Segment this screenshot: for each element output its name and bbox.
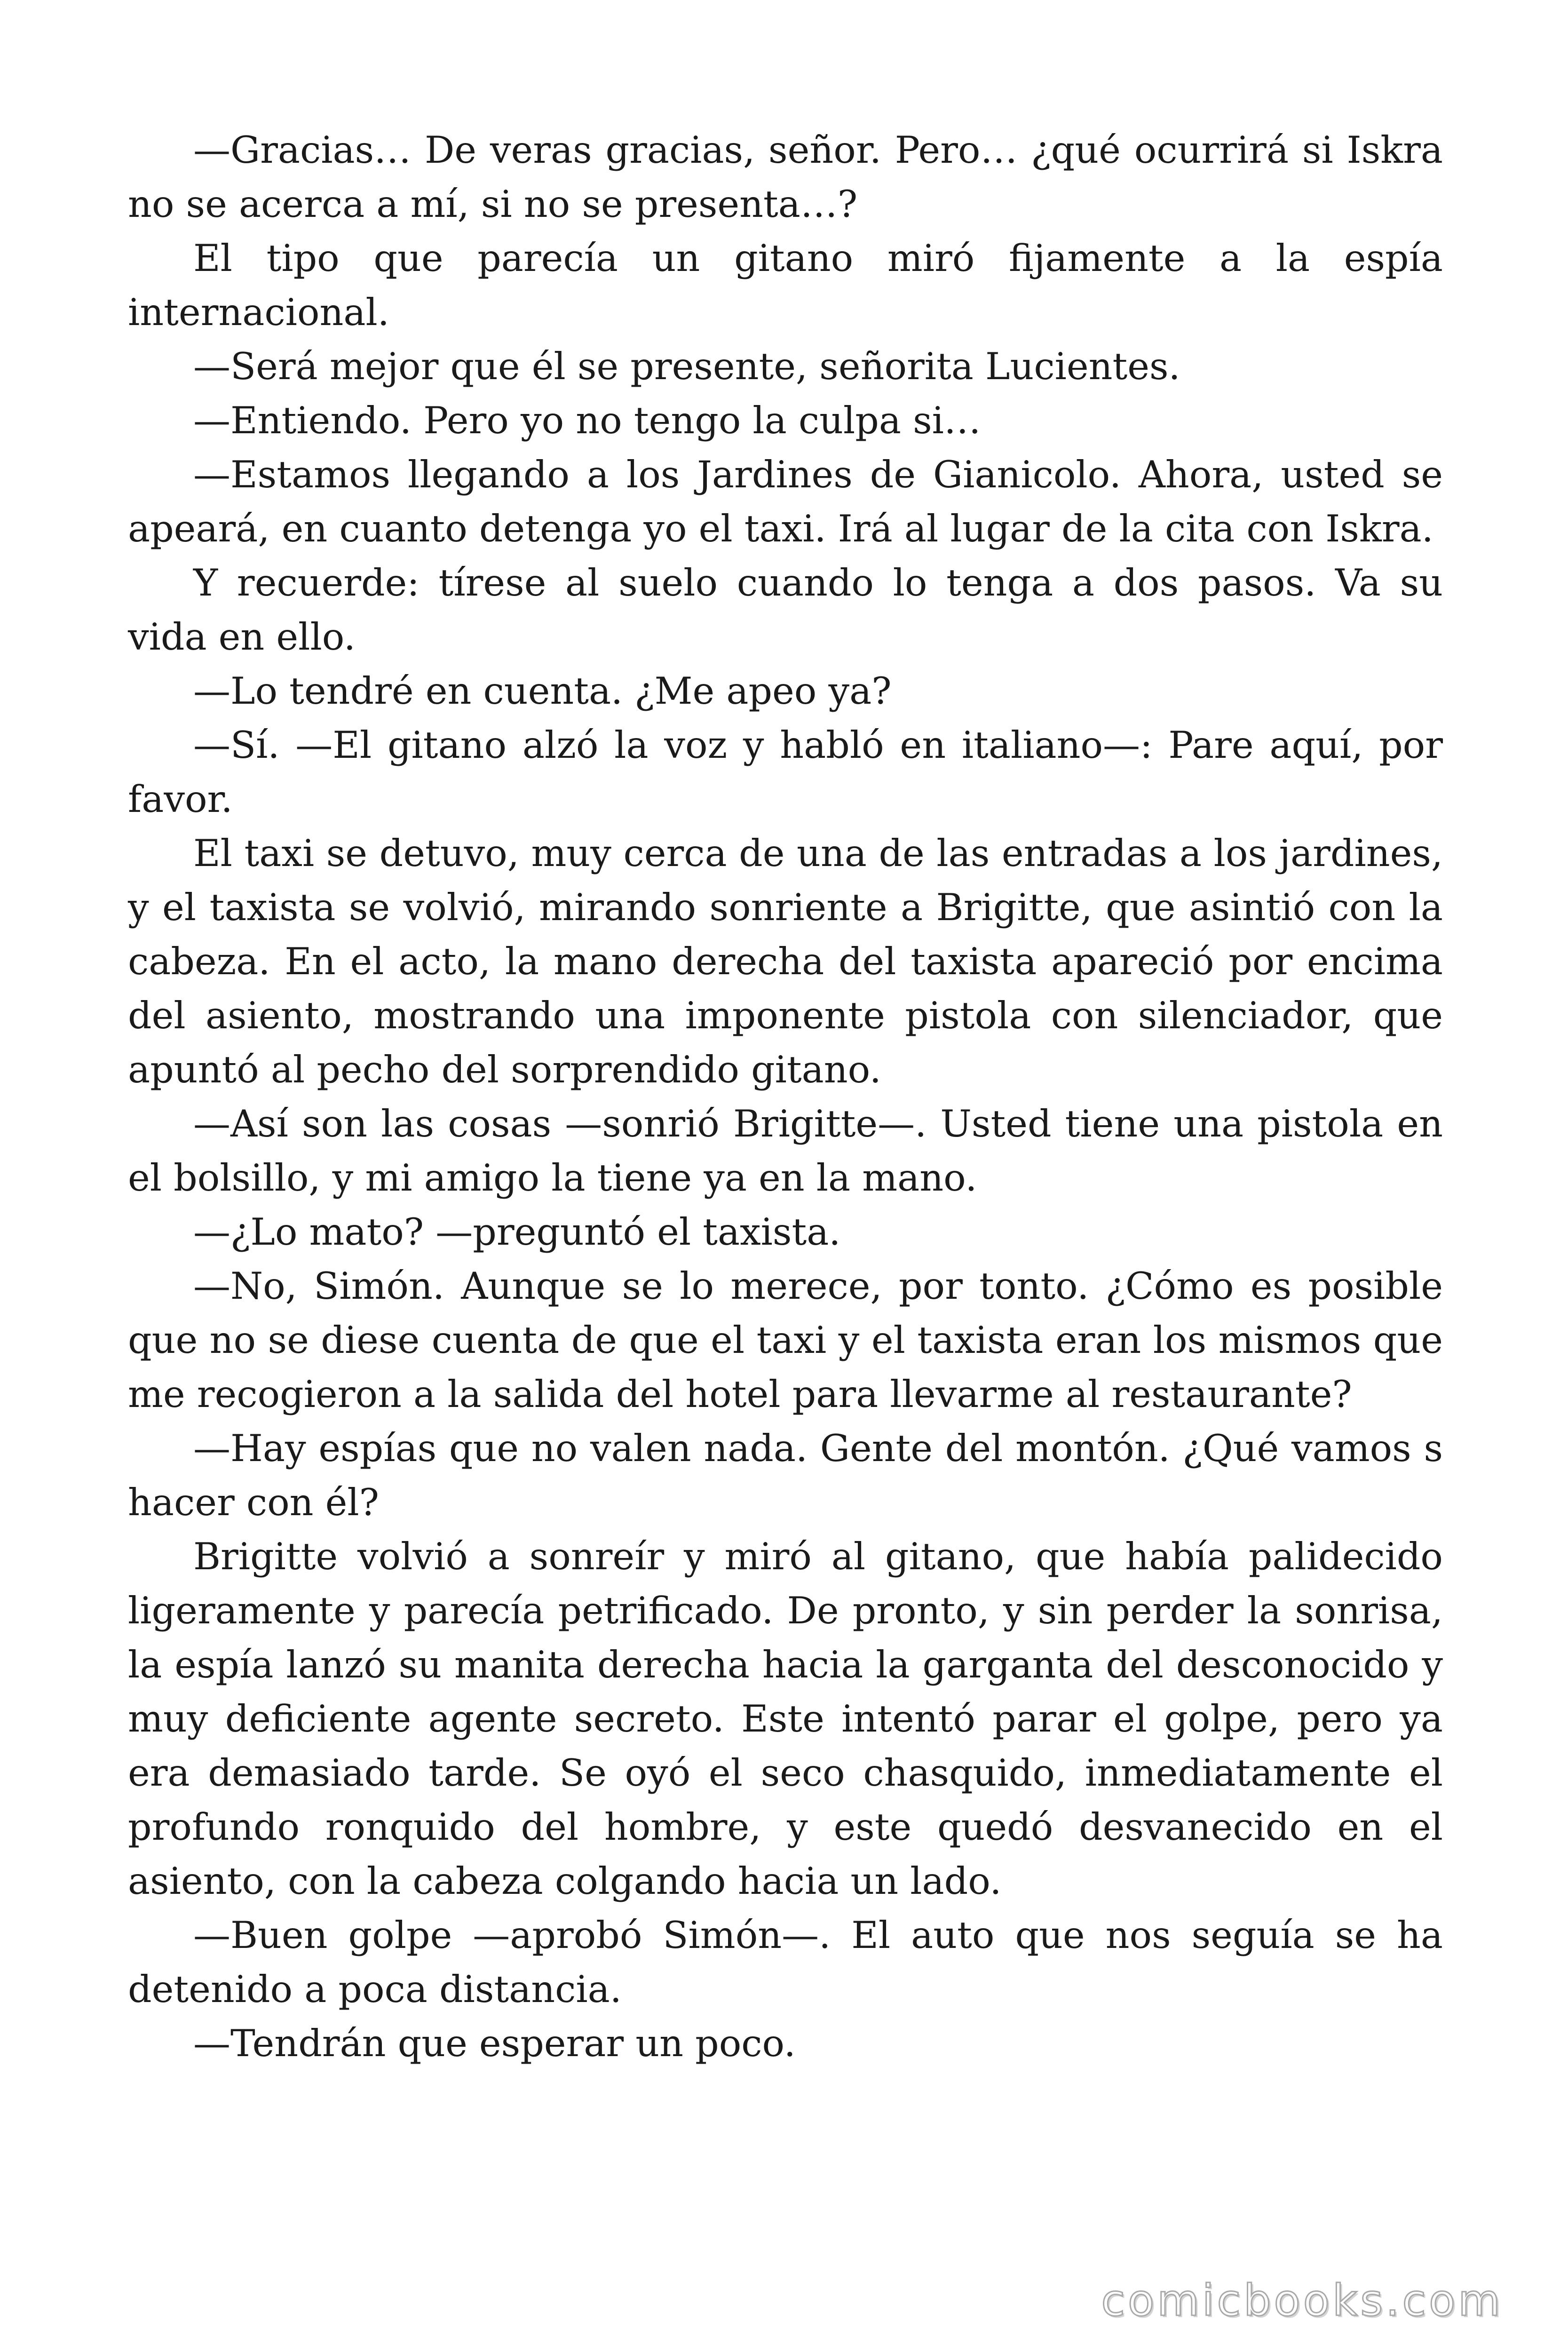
paragraph: —Lo tendré en cuenta. ¿Me apeo ya? bbox=[193, 669, 892, 713]
paragraph: El tipo que parecía un gitano miró fijamente a la espía internacional. bbox=[128, 237, 1443, 334]
paragraph: —No, Simón. Aunque se lo merece, por tonto. ¿Cómo es posible que no se diese cuenta de que el taxi y el taxista eran los mismos que me recogieron a la salida del hotel para llevarme al restaurante? bbox=[128, 1264, 1443, 1416]
paragraph: Brigitte volvió a sonreír y miró al gitano, que había palidecido ligeramente y parecía petrificado. De pronto, y sin perder la sonrisa, la espía lanzó su manita derecha hacia la garganta del desconocido y muy deficiente agente secreto. Este intentó parar el golpe, pero ya era demasiado tarde. Se oyó el seco chasquido, inmediatamente el profundo ronquido del hombre, y este quedó desvanecido en el asiento, con la cabeza colgando hacia un lado. bbox=[128, 1535, 1443, 1903]
paragraph: —¿Lo mato? —preguntó el taxista. bbox=[193, 1210, 841, 1254]
paragraph: —Sí. —El gitano alzó la voz y habló en italiano—: Pare aquí, por favor. bbox=[128, 723, 1443, 821]
paragraph: —Será mejor que él se presente, señorita Lucientes. bbox=[193, 345, 1180, 388]
paragraph: El taxi se detuvo, muy cerca de una de las entradas a los jardines, y el taxista se volvió, mirando sonriente a Brigitte, que asintió con la cabeza. En el acto, la mano derecha del taxista apareció por encima del asiento, mostrando una imponente pistola con silenciador, que apuntó al pecho del sorprendido gitano. bbox=[128, 832, 1443, 1091]
paragraph: —Tendrán que esperar un poco. bbox=[193, 2022, 796, 2065]
paragraph: —Entiendo. Pero yo no tengo la culpa si… bbox=[193, 399, 981, 442]
paragraph: —Buen golpe —aprobó Simón—. El auto que nos seguía se ha detenido a poca distancia. bbox=[128, 1914, 1443, 2011]
watermark: comicbooks.com bbox=[1101, 2275, 1503, 2326]
paragraph: —Así son las cosas —sonrió Brigitte—. Usted tiene una pistola en el bolsillo, y mi amigo la tiene ya en la mano. bbox=[128, 1102, 1443, 1200]
paragraph: —Hay espías que no valen nada. Gente del montón. ¿Qué vamos s hacer con él? bbox=[128, 1427, 1443, 1524]
body-text bbox=[128, 123, 1443, 2071]
paragraph: —Gracias… De veras gracias, señor. Pero… ¿qué ocurrirá si Iskra no se acerca a mí, si no se presenta…? bbox=[128, 128, 1443, 226]
paragraph: —Estamos llegando a los Jardines de Gianicolo. Ahora, usted se apeará, en cuanto detenga yo el taxi. Irá al lugar de la cita con Iskra. bbox=[128, 453, 1443, 550]
paragraph: Y recuerde: tírese al suelo cuando lo tenga a dos pasos. Va su vida en ello. bbox=[128, 561, 1443, 659]
